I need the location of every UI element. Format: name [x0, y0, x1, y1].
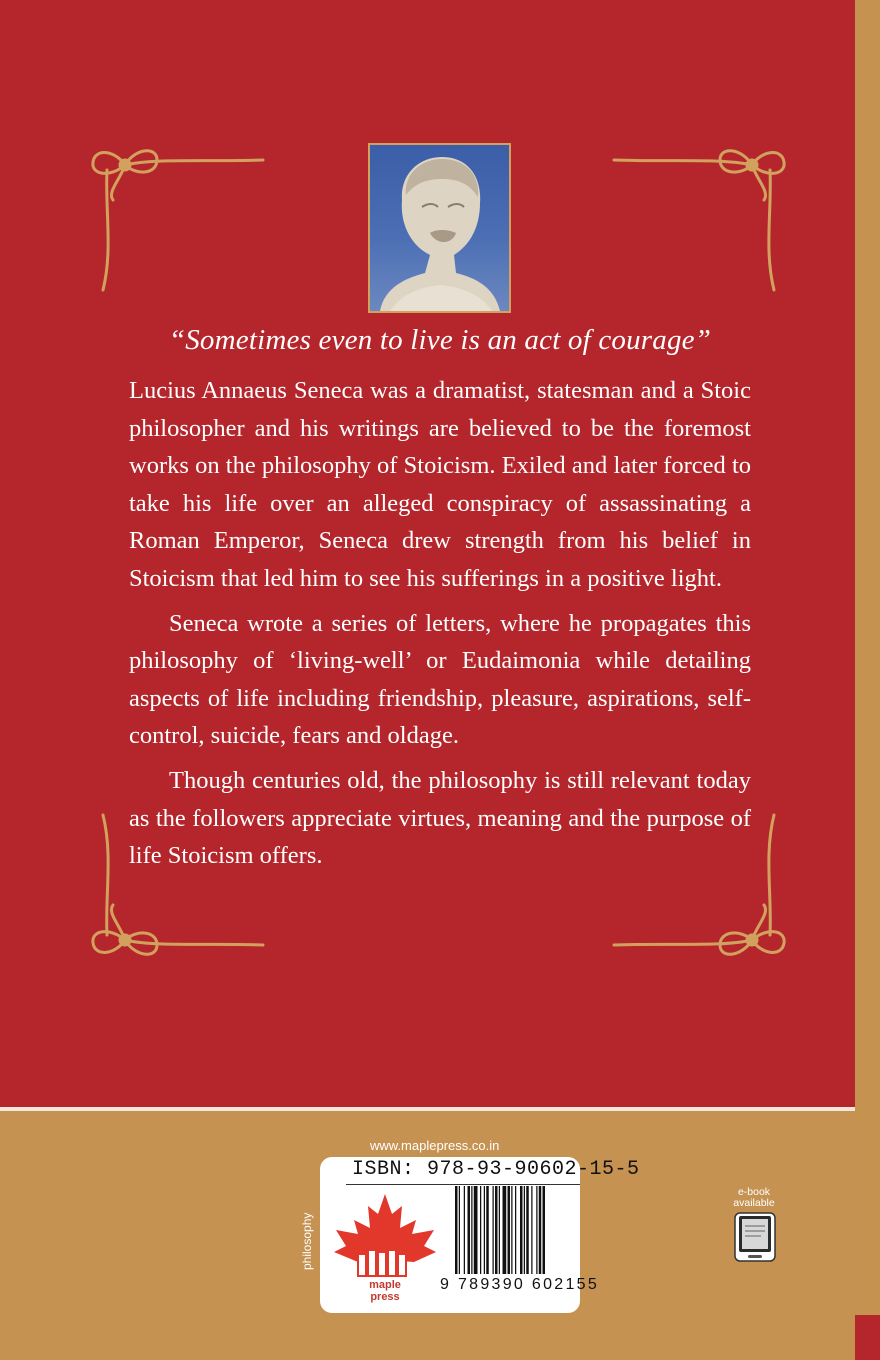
barcode-bar: [495, 1186, 498, 1274]
barcode-bar: [539, 1186, 542, 1274]
barcode-bar: [511, 1186, 512, 1274]
ornament-top-right-icon: [612, 140, 792, 300]
barcode-bar: [459, 1186, 460, 1274]
publisher-url: www.maplepress.co.in: [370, 1138, 500, 1153]
ebook-label: e-book available: [733, 1186, 775, 1209]
blurb-text: [129, 372, 751, 882]
barcode-bar: [484, 1186, 485, 1274]
barcode-bar: [515, 1186, 516, 1274]
seneca-bust-icon: [370, 145, 509, 311]
barcode-bar: [468, 1186, 471, 1274]
barcode-bar: [520, 1186, 523, 1274]
barcode-bar: [503, 1186, 507, 1274]
barcode-bar: [499, 1186, 500, 1274]
barcode-bar: [486, 1186, 489, 1274]
cover-quote: “Sometimes even to live is an act of courage”: [168, 324, 712, 356]
seneca-portrait: [368, 143, 511, 313]
isbn-divider: [346, 1184, 580, 1185]
spine-red-corner: [855, 1315, 880, 1360]
isbn-number: ISBN: 978-93-90602-15-5: [352, 1158, 640, 1181]
barcode-bar: [536, 1186, 537, 1274]
publisher-logo-text: maple press: [369, 1279, 401, 1303]
barcode-bar: [464, 1186, 465, 1274]
blurb-paragraph-3: Though centuries old, the philosophy is still relevant today as the followers appreciate virtues, meaning and the purpose of life Stoicism offers.: [129, 766, 751, 870]
category-label: philosophy: [300, 1212, 314, 1270]
spine-edge-strip: [855, 0, 880, 1360]
barcode-bar: [455, 1186, 458, 1274]
barcode-bar: [474, 1186, 478, 1274]
barcode-bar: [543, 1186, 546, 1274]
barcode-bar: [524, 1186, 525, 1274]
barcode-bar: [471, 1186, 472, 1274]
barcode-bar: [531, 1186, 532, 1274]
ornament-top-left-icon: [85, 140, 265, 300]
barcode-bar: [526, 1186, 529, 1274]
blurb-paragraph-2: Seneca wrote a series of letters, where he propagates this philosophy of ‘living-well’ or Eudaimonia while detailing aspects of life including friendship, pleasure, aspirations, self-control, suicide, fears and oldage.: [129, 609, 751, 750]
barcode-bar: [480, 1186, 481, 1274]
ereader-icon: [734, 1212, 776, 1262]
barcode-icon: [453, 1186, 575, 1274]
barcode-bar: [508, 1186, 511, 1274]
barcode-bar: [493, 1186, 494, 1274]
blurb-paragraph-1: Lucius Annaeus Seneca was a dramatist, statesman and a Stoic philosopher and his writings are believed to be the foremost works on the philosophy of Stoicism. Exiled and later forced to take his life over an alleged conspiracy of assassinating a Roman Emperor, Seneca drew strength from his belief in Stoicism that led him to see his sufferings in a positive light.: [129, 377, 751, 592]
barcode-number: 9 789390 602155: [440, 1276, 600, 1293]
